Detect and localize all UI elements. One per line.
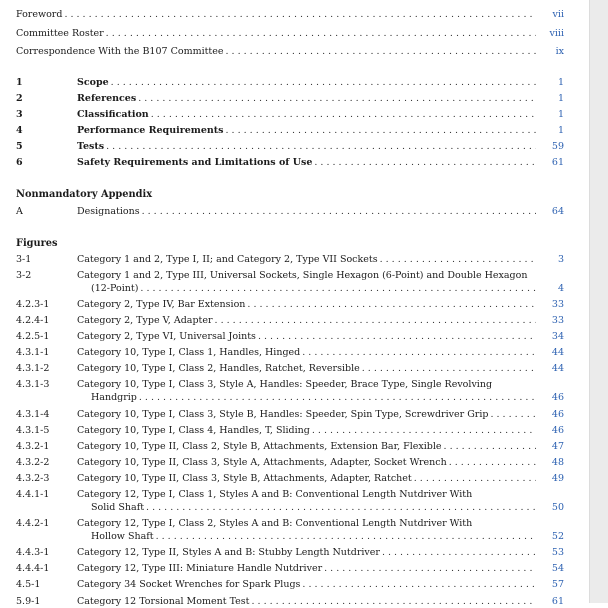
page-link[interactable]: 33 — [551, 315, 564, 326]
section-title: References — [77, 93, 137, 104]
viewer-scroll-gutter[interactable] — [589, 0, 608, 603]
figure-number: 5.9-1 — [16, 596, 41, 607]
page-link[interactable]: 46 — [551, 425, 564, 436]
section-title: Classification — [77, 109, 149, 120]
figure-title-line-1: Category 12, Type I, Class 1, Styles A and B: Conventional Length Nutdriver With — [77, 489, 473, 500]
figure-title: Category 12, Type III: Miniature Handle Nutdriver — [77, 563, 323, 574]
figure-title: Category 10, Type II, Class 2, Style B, Attachments, Extension Bar, Flexible — [77, 441, 442, 452]
figure-number: 4.5-1 — [16, 579, 41, 590]
figure-number: 4.4.2-1 — [16, 518, 50, 529]
page-link[interactable]: 61 — [551, 596, 564, 607]
figure-title: Category 2, Type V, Adapter — [77, 315, 213, 326]
figure-title-line-1: Category 12, Type I, Class 2, Styles A and B: Conventional Length Nutdriver With — [77, 518, 473, 529]
page-link[interactable]: 49 — [551, 473, 564, 484]
figure-number: 4.3.1-2 — [16, 363, 50, 374]
figure-title: Category 10, Type II, Class 3, Style A, Attachments, Adapter, Socket Wrench — [77, 457, 447, 468]
appendix-heading: Nonmandatory Appendix — [16, 189, 153, 200]
page-link[interactable]: 44 — [551, 363, 564, 374]
figure-number: 4.3.1-4 — [16, 409, 50, 420]
page-link[interactable]: 53 — [551, 547, 564, 558]
figures-heading: Figures — [16, 238, 58, 249]
figure-number: 4.4.1-1 — [16, 489, 50, 500]
page-link[interactable]: 1 — [557, 109, 564, 120]
page-link[interactable]: 4 — [557, 283, 564, 294]
figure-title-line-1: Category 1 and 2, Type III, Universal Sockets, Single Hexagon (6-Point) and Double Hexagon — [77, 270, 528, 281]
page-link[interactable]: 50 — [551, 502, 564, 513]
figure-number: 4.3.1-1 — [16, 347, 50, 358]
section-title: Tests — [77, 141, 105, 152]
section-number: 6 — [16, 157, 23, 168]
figure-title: Category 12, Type II, Styles A and B: Stubby Length Nutdriver — [77, 547, 380, 558]
page-link[interactable]: 46 — [551, 392, 564, 403]
figure-number: 4.3.1-3 — [16, 379, 50, 390]
figure-number: 4.3.2-3 — [16, 473, 50, 484]
figure-title: Category 34 Socket Wrenches for Spark Plugs — [77, 579, 301, 590]
entry-title: Committee Roster — [16, 28, 104, 39]
entry-title: Correspondence With the B107 Committee — [16, 46, 224, 57]
section-number: 3 — [16, 109, 23, 120]
figure-title: Category 1 and 2, Type I, II; and Category 2, Type VII Sockets — [77, 254, 378, 265]
figure-title: Category 10, Type I, Class 4, Handles, T, Sliding — [77, 425, 310, 436]
figure-title: Category 2, Type VI, Universal Joints — [77, 331, 256, 342]
page-link[interactable]: 34 — [551, 331, 564, 342]
page-link[interactable]: vii — [552, 9, 564, 20]
page-link[interactable]: 1 — [557, 125, 564, 136]
page-link[interactable]: viii — [549, 28, 564, 39]
page-link[interactable]: 57 — [551, 579, 564, 590]
figure-number: 4.3.1-5 — [16, 425, 50, 436]
section-number: 5 — [16, 141, 23, 152]
page-link[interactable]: 3 — [557, 254, 564, 265]
figure-number: 4.4.4-1 — [16, 563, 50, 574]
figure-number: 3-2 — [16, 270, 32, 281]
figure-number: 4.2.5-1 — [16, 331, 50, 342]
figure-title: Category 12 Torsional Moment Test — [77, 596, 250, 607]
entry-title: Designations — [77, 206, 140, 217]
page-link[interactable]: 46 — [551, 409, 564, 420]
figure-number: 4.4.3-1 — [16, 547, 50, 558]
figure-number: 4.2.3-1 — [16, 299, 50, 310]
figure-number: 4.3.2-2 — [16, 457, 50, 468]
figure-title: Category 10, Type II, Class 3, Style B, Attachments, Adapter, Ratchet — [77, 473, 412, 484]
appendix-letter: A — [16, 206, 23, 217]
page-link[interactable]: 61 — [551, 157, 564, 168]
figure-title-line-1: Category 10, Type I, Class 3, Style A, Handles: Speeder, Brace Type, Single Revolving — [77, 379, 493, 390]
section-number: 1 — [16, 77, 23, 88]
figure-title: Solid Shaft — [77, 502, 146, 514]
figure-title: Handgrip — [77, 392, 139, 404]
page-link[interactable]: 48 — [551, 457, 564, 468]
figure-title: Hollow Shaft — [77, 531, 156, 543]
figure-number: 4.3.2-1 — [16, 441, 50, 452]
section-number: 4 — [16, 125, 23, 136]
section-title: Safety Requirements and Limitations of Use — [77, 157, 313, 168]
entry-title: Foreword — [16, 9, 63, 20]
figure-number: 4.2.4-1 — [16, 315, 50, 326]
section-title: Scope — [77, 77, 109, 88]
page-link[interactable]: 44 — [551, 347, 564, 358]
page-link[interactable]: 47 — [551, 441, 564, 452]
page-link[interactable]: 59 — [551, 141, 564, 152]
figure-title: Category 10, Type I, Class 1, Handles, Hinged — [77, 347, 301, 358]
page-link[interactable]: 54 — [551, 563, 564, 574]
figure-number: 3-1 — [16, 254, 32, 265]
page-link[interactable]: 1 — [557, 77, 564, 88]
figure-title: Category 2, Type IV, Bar Extension — [77, 299, 246, 310]
figure-title: Category 10, Type I, Class 3, Style B, Handles: Speeder, Spin Type, Screwdriver Grip — [77, 409, 489, 420]
page-link[interactable]: 64 — [551, 206, 564, 217]
page-link[interactable]: 1 — [557, 93, 564, 104]
section-number: 2 — [16, 93, 23, 104]
section-title: Performance Requirements — [77, 125, 224, 136]
page-link[interactable]: 52 — [551, 531, 564, 542]
page-link[interactable]: 33 — [551, 299, 564, 310]
figure-title: (12-Point) — [77, 283, 140, 295]
page-link[interactable]: ix — [555, 46, 564, 57]
figure-title: Category 10, Type I, Class 2, Handles, Ratchet, Reversible — [77, 363, 360, 374]
